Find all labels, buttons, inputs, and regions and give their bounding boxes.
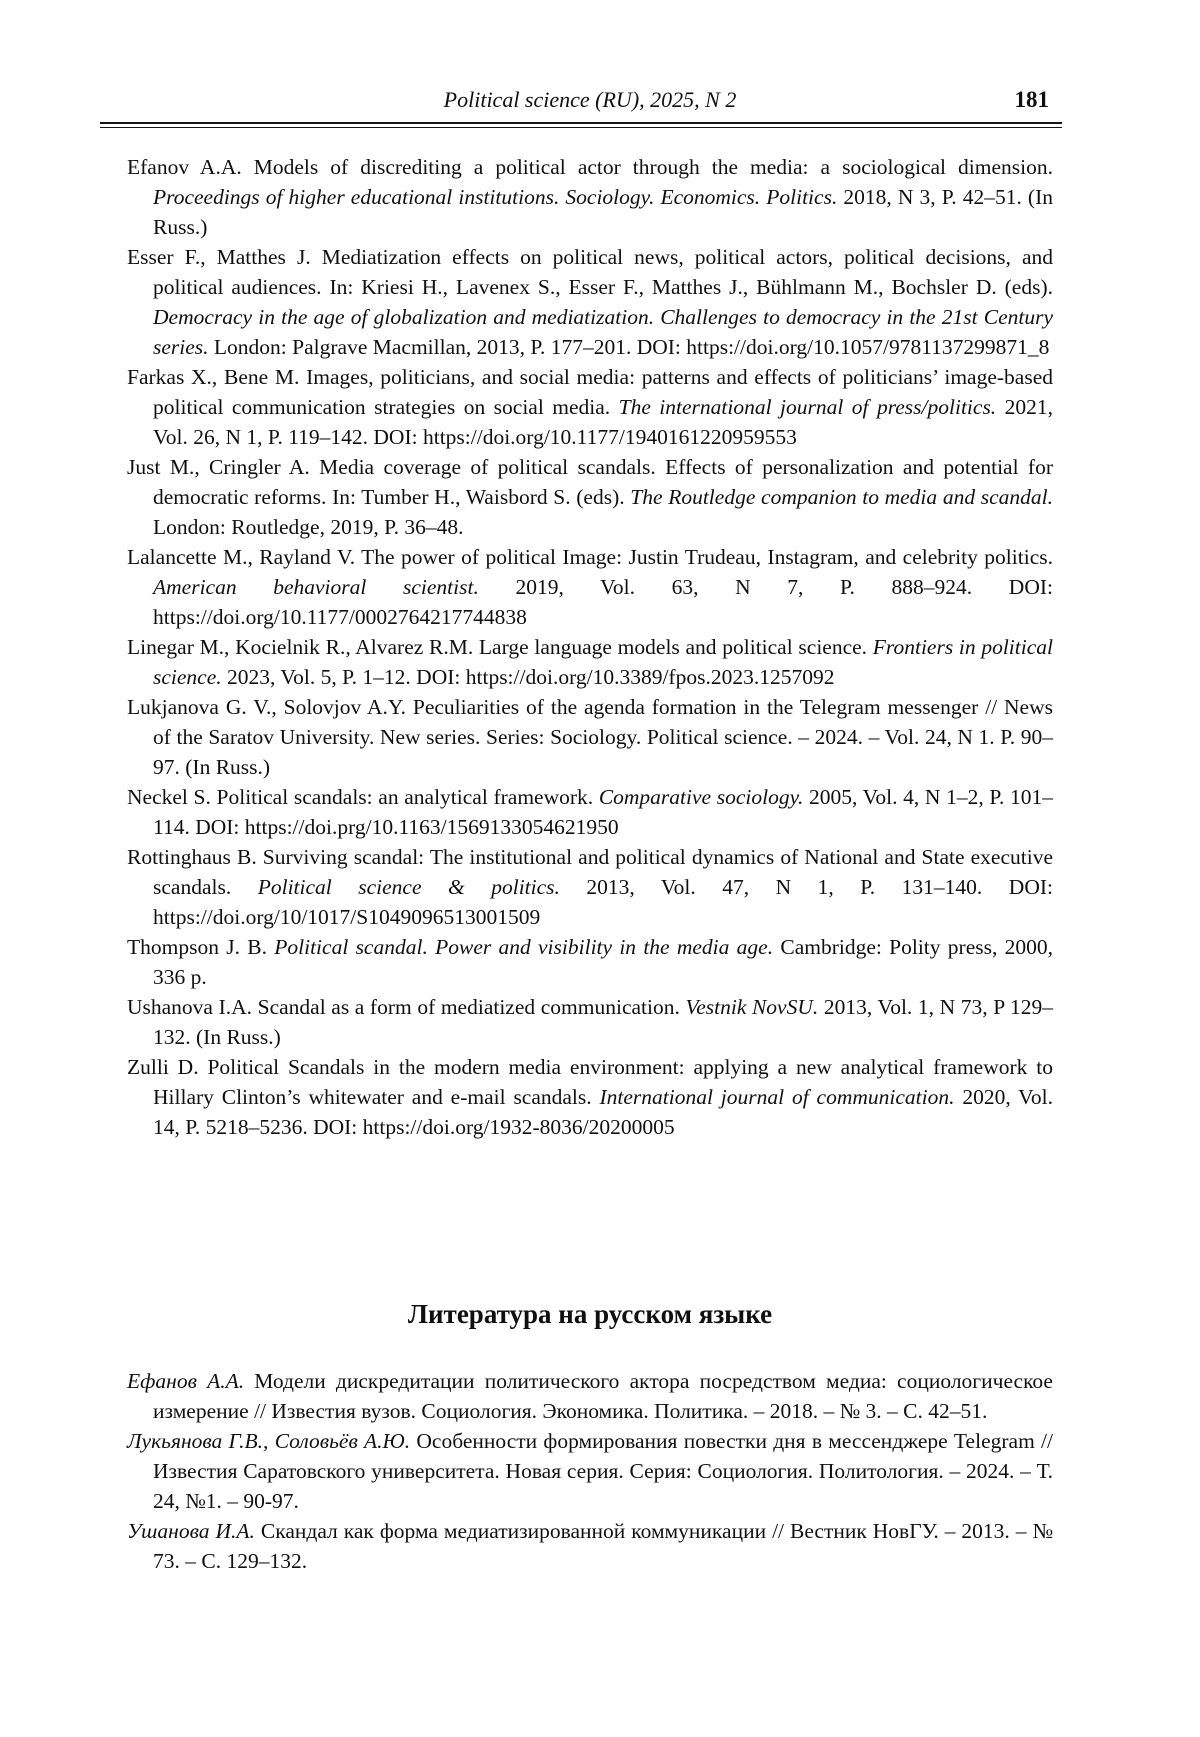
reference-italic-segment: Proceedings of higher educational institutions. Sociology. Economics. Politics. [153, 185, 838, 209]
reference-entry [127, 452, 1053, 542]
running-head [127, 86, 1053, 118]
reference-text-segment: Lukjanova G. V., Solovjov A.Y. Peculiarities of the agenda formation in the Telegram messenger // News of the Saratov University. New series. Series: Sociology. Political science. – 2024. – Vol. 24, N 1. P. 90–97. (In Russ.) [127, 695, 1053, 779]
references-list-russian [127, 1366, 1053, 1576]
reference-italic-segment: The Routledge companion to media and scandal. [630, 485, 1053, 509]
reference-text-segment: 2013, Vol. 1, N 73, P 129–132. (In Russ.) [153, 995, 1053, 1049]
reference-text-segment: 2019, Vol. 63, N 7, P. 888–924. DOI: https://doi.org/10.1177/0002764217744838 [153, 575, 1053, 629]
reference-text-segment: Zulli D. Political Scandals in the modern media environment: applying a new analytical framework to Hillary Clinton’s whitewater and e-mail scandals. [127, 1055, 1053, 1109]
reference-italic-segment: The international journal of press/politics. [618, 395, 997, 419]
reference-text-segment: 2023, Vol. 5, P. 1–12. DOI: https://doi.org/10.3389/fpos.2023.1257092 [221, 665, 835, 689]
reference-text-segment: 2005, Vol. 4, N 1–2, P. 101–114. DOI: https://doi.prg/10.1163/1569133054621950 [153, 785, 1053, 839]
reference-text-segment: Модели дискредитации политического актора посредством медиа: социологическое измерение // Известия вузов. Социология. Экономика. Политика. – 2018. – № 3. – С. 42–51. [153, 1369, 1053, 1423]
reference-entry [127, 632, 1053, 692]
reference-entry [127, 1516, 1053, 1576]
reference-italic-segment: Ушанова И.А. [127, 1519, 255, 1543]
reference-text-segment: Linegar M., Kocielnik R., Alvarez R.M. Large language models and political science. [127, 635, 873, 659]
reference-text-segment: 2021, Vol. 26, N 1, P. 119–142. DOI: https://doi.org/10.1177/1940161220959553 [153, 395, 1054, 449]
reference-italic-segment: Ефанов А.А. [127, 1369, 245, 1393]
reference-entry [127, 992, 1053, 1052]
reference-text-segment: Esser F., Matthes J. Mediatization effects on political news, political actors, political decisions, and political audiences. In: Kriesi H., Lavenex S., Esser F., Matthes J., Bühlmann M., Bochsler D. (eds). [127, 245, 1053, 299]
reference-italic-segment: Comparative sociology. [598, 785, 804, 809]
reference-entry [127, 782, 1053, 842]
reference-entry [127, 1052, 1053, 1142]
reference-text-segment: Lalancette M., Rayland V. The power of political Image: Justin Trudeau, Instagram, and celebrity politics. [127, 545, 1053, 569]
page-number: 181 [1014, 87, 1049, 112]
reference-italic-segment: Political science & politics. [257, 875, 560, 899]
reference-entry [127, 542, 1053, 632]
journal-title: Political science (RU), 2025, N 2 [443, 87, 737, 112]
reference-text-segment: London: Palgrave Macmillan, 2013, P. 177–201. DOI: https://doi.org/10.1057/9781137299871_8 [208, 335, 1050, 359]
reference-italic-segment: Лукьянова Г.В., Соловьёв А.Ю. [127, 1429, 411, 1453]
reference-text-segment: 2013, Vol. 47, N 1, P. 131–140. DOI: https://doi.org/10/1017/S1049096513001509 [153, 875, 1053, 929]
reference-italic-segment: Political scandal. Power and visibility in the media age. [274, 935, 774, 959]
reference-entry [127, 152, 1053, 242]
reference-text-segment: Ushanova I.A. Scandal as a form of mediatized communication. [127, 995, 686, 1019]
reference-text-segment: Cambridge: Polity press, 2000, 336 p. [153, 935, 1053, 989]
reference-italic-segment: Democracy in the age of globalization and mediatization. Challenges to democracy in the 21st Century series. [153, 305, 1053, 359]
reference-entry [127, 362, 1053, 452]
reference-entry [127, 242, 1053, 362]
reference-italic-segment: American behavioral scientist. [153, 575, 479, 599]
reference-entry [127, 932, 1053, 992]
references-list-english [127, 152, 1053, 1142]
reference-entry [127, 842, 1053, 932]
reference-italic-segment: Vestnik NovSU. [685, 995, 819, 1019]
reference-entry [127, 692, 1053, 782]
reference-text-segment: Скандал как форма медиатизированной коммуникации // Вестник НовГУ. – 2013. – № 73. – С. 129–132. [153, 1519, 1053, 1573]
reference-text-segment: London: Routledge, 2019, P. 36–48. [153, 515, 464, 539]
reference-text-segment: Особенности формирования повестки дня в мессенджере Telegram // Известия Саратовского университета. Новая серия. Серия: Социология. Политология. – 2024. – Т. 24, №1. – 90-97. [153, 1429, 1054, 1513]
reference-text-segment: 2020, Vol. 14, P. 5218–5236. DOI: https://doi.org/1932-8036/20200005 [153, 1085, 1053, 1139]
reference-text-segment: Thompson J. B. [127, 935, 275, 959]
reference-text-segment: Neckel S. Political scandals: an analytical framework. [127, 785, 599, 809]
reference-italic-segment: International journal of communication. [599, 1085, 955, 1109]
reference-italic-segment: Frontiers in political science. [153, 635, 1053, 689]
reference-text-segment: Farkas X., Bene M. Images, politicians, and social media: patterns and effects of politicians’ image-based political communication strategies on social media. [127, 365, 1053, 419]
reference-entry [127, 1366, 1053, 1426]
reference-entry [127, 1426, 1053, 1516]
reference-text-segment: Rottinghaus B. Surviving scandal: The institutional and political dynamics of National and State executive scandals. [127, 845, 1053, 899]
header-rule [100, 122, 1062, 128]
russian-literature-heading: Литература на русском языке [407, 1299, 773, 1329]
reference-text-segment: Just M., Cringler A. Media coverage of political scandals. Effects of personalization and potential for democratic reforms. In: Tumber H., Waisbord S. (eds). [127, 455, 1053, 509]
reference-text-segment: Efanov A.A. Models of discrediting a political actor through the media: a sociological dimension. [127, 155, 1053, 179]
reference-text-segment: 2018, N 3, P. 42–51. (In Russ.) [153, 185, 1054, 239]
